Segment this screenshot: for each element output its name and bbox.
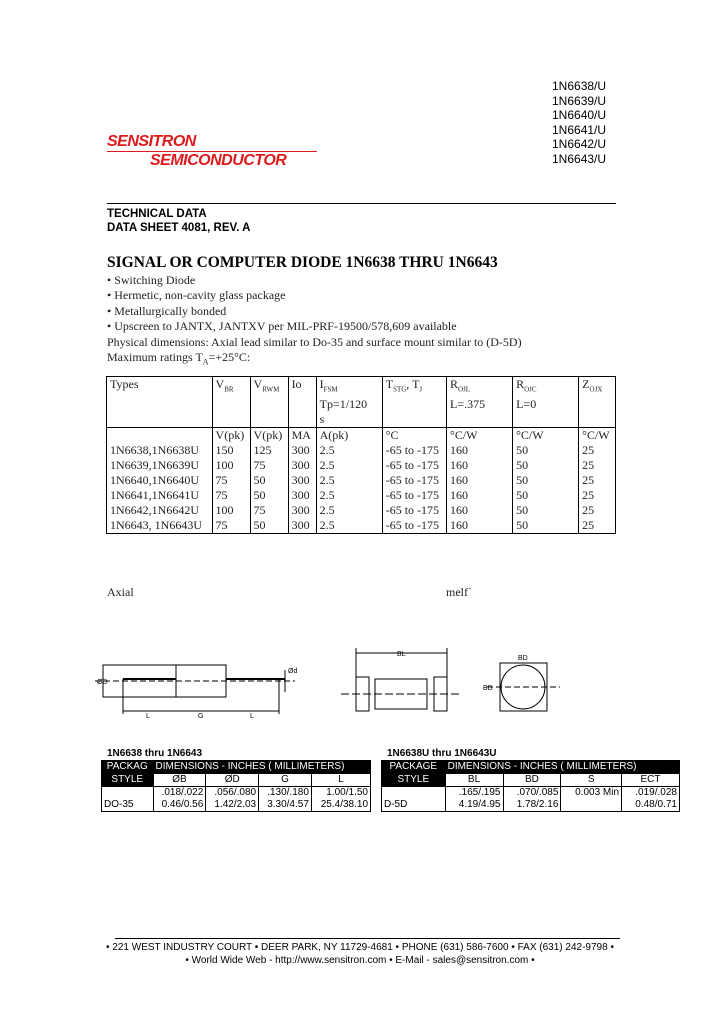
logo-semiconductor: SEMICONDUCTOR [150, 152, 287, 169]
inch-value: .165/.195 [458, 787, 501, 798]
dimensions-header: DIMENSIONS - INCHES ( MILLIMETERS) [445, 761, 679, 774]
table-cell: 300 [288, 503, 316, 518]
document-info [107, 207, 250, 235]
inch-value: .070/.085 [516, 787, 559, 798]
table-cell: 1N6642,1N6642U [107, 503, 213, 518]
melf-dimensions-table [381, 760, 680, 812]
table-cell: 25 [579, 488, 616, 503]
table-cell: 1N6639,1N6639U [107, 458, 213, 473]
table-cell: 50 [250, 473, 288, 488]
footer-address: • 221 WEST INDUSTRY COURT • DEER PARK, NY 11729-4681 • PHONE (631) 586-7600 • FAX (631) 242-9798 • [106, 942, 614, 953]
table-row [107, 443, 616, 458]
table-cell: 125 [250, 443, 288, 458]
table-cell: 1N6640,1N6640U [107, 473, 213, 488]
unit-cell: V(pk) [212, 428, 250, 444]
header-text: Z [582, 377, 590, 391]
table-cell: 25 [579, 503, 616, 518]
table-row [107, 458, 616, 473]
table-cell: 1N6643, 1N6643U [107, 518, 213, 534]
inch-value: .018/.022 [161, 787, 204, 798]
header-extra: L=0 [516, 397, 537, 412]
dimension-column: ØD [206, 774, 259, 787]
inch-value: .130/.180 [267, 787, 309, 798]
ratings-sub: A [202, 357, 209, 367]
table-cell: -65 to -175 [382, 458, 446, 473]
header-sub: BR [224, 385, 234, 394]
table-cell: 150 [212, 443, 250, 458]
table-row [107, 488, 616, 503]
data-sheet-number: DATA SHEET 4081, REV. A [107, 222, 251, 234]
unit-cell: °C/W [513, 428, 579, 444]
table-cell: 2.5 [316, 458, 382, 473]
header-sub: J [419, 385, 423, 394]
table-row [107, 473, 616, 488]
table-cell: 160 [447, 443, 513, 458]
dimension-column: L [311, 774, 370, 787]
dim-label-bd: BD [483, 685, 493, 692]
table-cell: 160 [447, 503, 513, 518]
table-cell: 2.5 [316, 443, 382, 458]
dimension-cell [311, 787, 370, 812]
header-text: , T [406, 377, 420, 391]
part-number: 1N6642/U [552, 137, 607, 152]
dim-label-bd: BD [518, 655, 528, 662]
table-cell: 1N6641,1N6641U [107, 488, 213, 503]
package-drawings [95, 620, 685, 740]
dimension-cell [622, 787, 680, 812]
header-sub: OJX [589, 385, 603, 394]
header-text: Io [291, 377, 302, 391]
column-header [579, 377, 616, 428]
column-header [513, 377, 579, 428]
dimension-cell [445, 787, 503, 812]
table-cell: 25 [579, 443, 616, 458]
column-header [447, 377, 513, 428]
axial-label: Axial [107, 585, 134, 599]
unit-cell: A(pk) [316, 428, 382, 444]
table-cell: 25 [579, 458, 616, 473]
table-cell: -65 to -175 [382, 503, 446, 518]
document-title: SIGNAL OR COMPUTER DIODE 1N6638 THRU 1N6643 [107, 254, 498, 271]
part-number: 1N6638/U [552, 79, 607, 93]
table-cell: 25 [579, 518, 616, 534]
dimension-column: S [561, 774, 622, 787]
unit-cell: °C [382, 428, 446, 444]
table-row [107, 518, 616, 534]
part-number: 1N6643/U [552, 151, 607, 166]
table-cell: 75 [212, 473, 250, 488]
column-header [250, 377, 288, 428]
feature-item: • Upscreen to JANTX, JANTXV per MIL-PRF-19500/578,609 available [107, 319, 457, 334]
table-cell: 2.5 [316, 503, 382, 518]
mm-value: 0.46/0.56 [161, 799, 204, 810]
part-number: 1N6639/U [552, 93, 607, 108]
table-cell: 160 [447, 488, 513, 503]
header-text: I [319, 377, 324, 391]
dim-label-d: Ød [288, 668, 298, 675]
dimension-cell [259, 787, 312, 812]
header-text: V [253, 377, 263, 391]
table-cell: 50 [250, 518, 288, 534]
package-name: DO-35 [102, 787, 154, 812]
column-header [316, 377, 382, 428]
melf-drawing [341, 648, 560, 711]
dimension-cell [561, 787, 622, 812]
package-name: D-5D [382, 787, 446, 812]
feature-item: • Switching Diode [107, 273, 196, 287]
dimension-cell [206, 787, 259, 812]
header-sub: OJL [458, 385, 471, 394]
table-cell: 160 [447, 458, 513, 473]
table-cell: 50 [513, 443, 579, 458]
axial-dimensions-table [101, 760, 371, 812]
feature-item: • Hermetic, non-cavity glass package [107, 288, 286, 303]
table-cell: 2.5 [316, 473, 382, 488]
mm-value: 25.4/38.10 [320, 799, 368, 810]
dimension-column: BL [445, 774, 503, 787]
header-extra: L=.375 [450, 397, 486, 412]
package-header: PACKAGE [382, 761, 446, 774]
inch-value: .019/.028 [635, 787, 677, 798]
column-header [288, 377, 316, 428]
table-cell: 160 [447, 518, 513, 534]
table-cell: 25 [579, 473, 616, 488]
header-text: V [215, 377, 225, 391]
ratings-text: =+25°C: [208, 350, 251, 365]
table-cell: 300 [288, 518, 316, 534]
inch-value: 1.00/1.50 [326, 787, 368, 798]
dimensions-header: DIMENSIONS - INCHES ( MILLIMETERS) [153, 761, 370, 774]
dimension-column: G [259, 774, 312, 787]
header-sub: OJC [524, 385, 537, 394]
table-cell: 75 [212, 488, 250, 503]
features-list [107, 271, 522, 370]
column-header [212, 377, 250, 428]
header-text: R [450, 377, 459, 391]
feature-item: • Metallurgically bonded [107, 303, 227, 318]
part-number: 1N6641/U [552, 122, 607, 137]
unit-cell: V(pk) [250, 428, 288, 444]
header-sub: FSM [323, 385, 338, 394]
dimension-column: ECT [622, 774, 680, 787]
ratings-text: Maximum ratings T [107, 350, 203, 365]
dimension-cell [503, 787, 561, 812]
table-cell: -65 to -175 [382, 488, 446, 503]
footer-divider [115, 938, 620, 939]
table-cell: 50 [513, 458, 579, 473]
melf-table-caption: 1N6638U thru 1N6643U [387, 748, 497, 759]
column-header [107, 377, 213, 428]
table-cell: 300 [288, 488, 316, 503]
physical-dimensions: Physical dimensions: Axial lead similar to Do-35 and surface mount similar to (D-5D) [107, 334, 522, 349]
header-divider [107, 203, 616, 204]
table-row [107, 503, 616, 518]
logo-sensitron: SENSITRON [107, 133, 196, 150]
table-cell: 300 [288, 443, 316, 458]
style-header: STYLE [102, 774, 154, 787]
axial-drawing [95, 665, 297, 720]
unit-cell: MA [288, 428, 316, 444]
unit-cell: °C/W [579, 428, 616, 444]
mm-value: 1.42/2.03 [214, 799, 257, 810]
mm-value: 1.78/2.16 [516, 799, 559, 810]
dimension-cell [153, 787, 206, 812]
table-cell: 100 [212, 458, 250, 473]
header-text: T [385, 377, 394, 391]
table-cell: 75 [212, 518, 250, 534]
mm-value: 3.30/4.57 [267, 799, 309, 810]
table-cell: -65 to -175 [382, 443, 446, 458]
ratings-table [106, 376, 616, 534]
column-header [382, 377, 446, 428]
header-extra: Tp=1/120 s [319, 397, 368, 427]
inch-value: 0.003 Min [575, 787, 620, 798]
table-cell: 300 [288, 473, 316, 488]
table-cell: 2.5 [316, 518, 382, 534]
header-text: Types [110, 377, 139, 391]
unit-cell [107, 428, 213, 444]
unit-cell: °C/W [447, 428, 513, 444]
dim-label-l: L [250, 713, 254, 720]
table-cell: 50 [250, 488, 288, 503]
package-header: PACKAG [102, 761, 154, 774]
table-cell: 300 [288, 458, 316, 473]
table-cell: 75 [250, 503, 288, 518]
table-cell: 1N6638,1N6638U [107, 443, 213, 458]
dim-label-bl: BL [397, 651, 406, 658]
mm-value: 0.48/0.71 [635, 799, 677, 810]
technical-data-label: TECHNICAL DATA [107, 208, 207, 220]
part-number-list [552, 79, 606, 167]
header-sub: STG [393, 385, 407, 394]
dim-label-od: ØD [97, 679, 108, 686]
mm-value: 4.19/4.95 [458, 799, 501, 810]
table-cell: 50 [513, 488, 579, 503]
part-number: 1N6640/U [552, 108, 607, 123]
inch-value: .056/.080 [214, 787, 257, 798]
header-sub: RWM [262, 385, 280, 394]
header-text: R [516, 377, 525, 391]
style-header: STYLE [382, 774, 446, 787]
table-cell: 2.5 [316, 488, 382, 503]
table-cell: 50 [513, 503, 579, 518]
dimension-column: ØB [153, 774, 206, 787]
dim-label-g: G [198, 713, 204, 720]
axial-table-caption: 1N6638 thru 1N6643 [107, 748, 203, 759]
table-cell: 160 [447, 473, 513, 488]
max-ratings-label [107, 350, 522, 370]
table-cell: 100 [212, 503, 250, 518]
dim-label-l: L [146, 713, 150, 720]
dimension-column: BD [503, 774, 561, 787]
table-cell: -65 to -175 [382, 473, 446, 488]
table-cell: 50 [513, 473, 579, 488]
table-cell: 75 [250, 458, 288, 473]
melf-label: melf` [446, 585, 472, 599]
footer-contact: • World Wide Web - http://www.sensitron.com • E-Mail - sales@sensitron.com • [185, 955, 535, 966]
mm-value [563, 799, 619, 811]
table-cell: 50 [513, 518, 579, 534]
table-cell: -65 to -175 [382, 518, 446, 534]
